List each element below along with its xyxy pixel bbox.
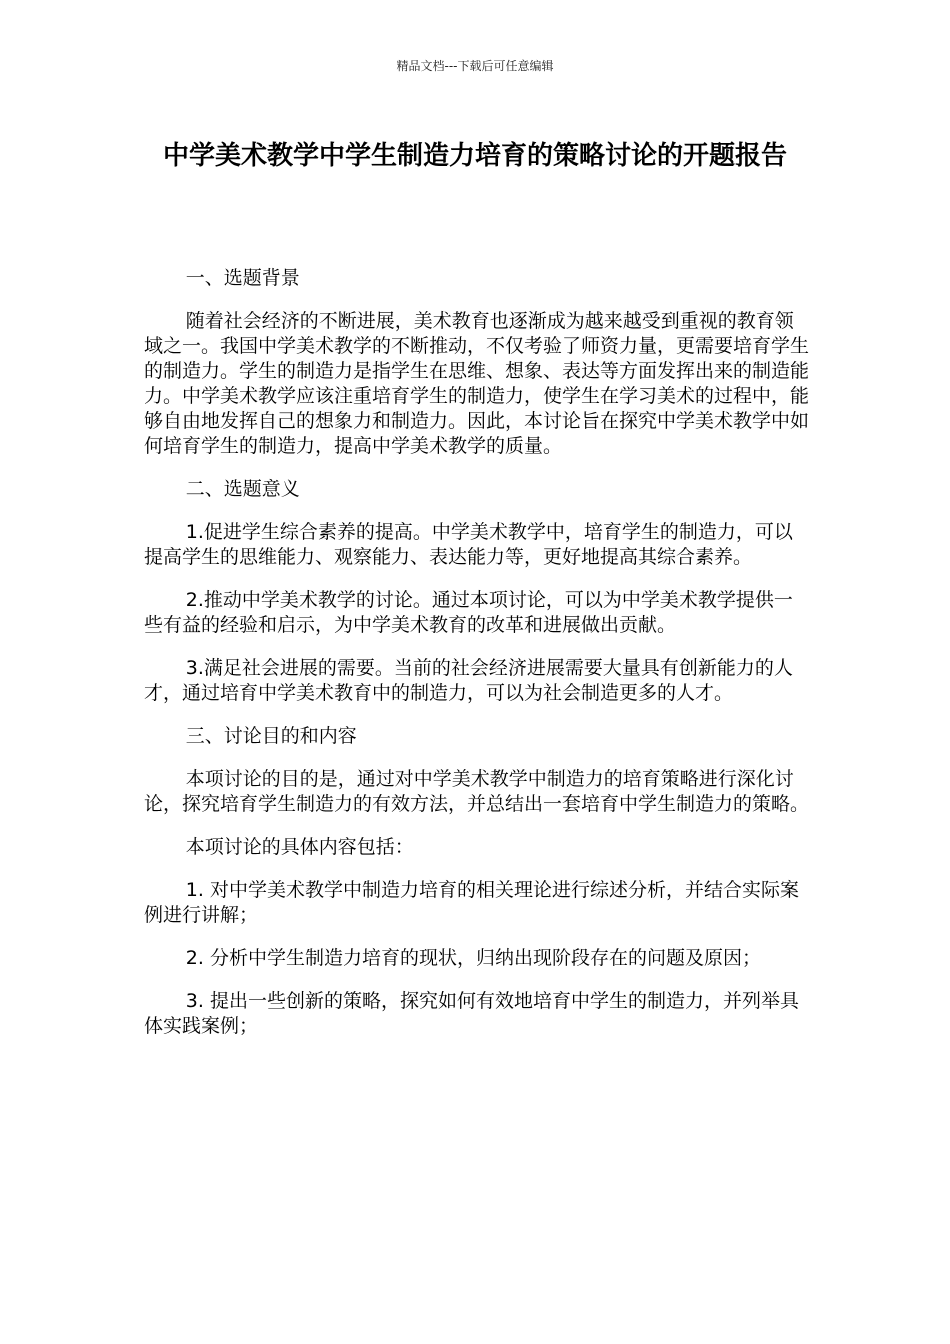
document-body bbox=[144, 266, 809, 1057]
paragraph-purpose: 本项讨论的目的是，通过对中学美术教学中制造力的培育策略进行深化讨论，探究培育学生制造力的有效方法，并总结出一套培育中学生制造力的策略。 bbox=[144, 768, 810, 815]
paragraph-content-intro: 本项讨论的具体内容包括： bbox=[185, 836, 414, 858]
paragraph-content-1: 1. 对中学美术教学中制造力培育的相关理论进行综述分析，并结合实际案例进行讲解； bbox=[144, 879, 799, 926]
paragraph-significance-2: 2.推动中学美术教学的讨论。通过本项讨论，可以为中学美术教学提供一些有益的经验和启示，为中学美术教育的改革和进展做出贡献。 bbox=[144, 589, 793, 636]
page-header: 精品文档---下载后可任意编辑 bbox=[396, 59, 554, 73]
section-heading-background: 一、选题背景 bbox=[185, 267, 300, 289]
paragraph-content-3: 3. 提出一些创新的策略，探究如何有效地培育中学生的制造力，并列举具体实践案例； bbox=[144, 990, 799, 1037]
document-title: 中学美术教学中学生制造力培育的策略讨论的开题报告 bbox=[162, 141, 787, 171]
section-heading-purpose: 三、讨论目的和内容 bbox=[185, 725, 357, 747]
paragraph-significance-3: 3.满足社会进展的需要。当前的社会经济进展需要大量具有创新能力的人才，通过培育中学美术教育中的制造力，可以为社会制造更多的人才。 bbox=[144, 657, 793, 704]
paragraph-significance-1: 1.促进学生综合素养的提高。中学美术教学中，培育学生的制造力，可以提高学生的思维能力、观察能力、表达能力等，更好地提高其综合素养。 bbox=[144, 521, 793, 568]
section-heading-significance: 二、选题意义 bbox=[185, 478, 300, 500]
paragraph-content-2: 2. 分析中学生制造力培育的现状，归纳出现阶段存在的问题及原因； bbox=[185, 947, 761, 969]
paragraph-background: 随着社会经济的不断进展，美术教育也逐渐成为越来越受到重视的教育领域之一。我国中学美术教学的不断推动，不仅考验了师资力量，更需要培育学生的制造力。学生的制造力是指学生在思维、想象、表达等方面发挥出来的制造能力。中学美术教学应该注重培育学生的制造力，使学生在学习美术的过程中，能够自由地发挥自己的想象力和制造力。因此，本讨论旨在探究中学美术教学中如何培育学生的制造力，提高中学美术教学的质量。 bbox=[144, 310, 810, 457]
